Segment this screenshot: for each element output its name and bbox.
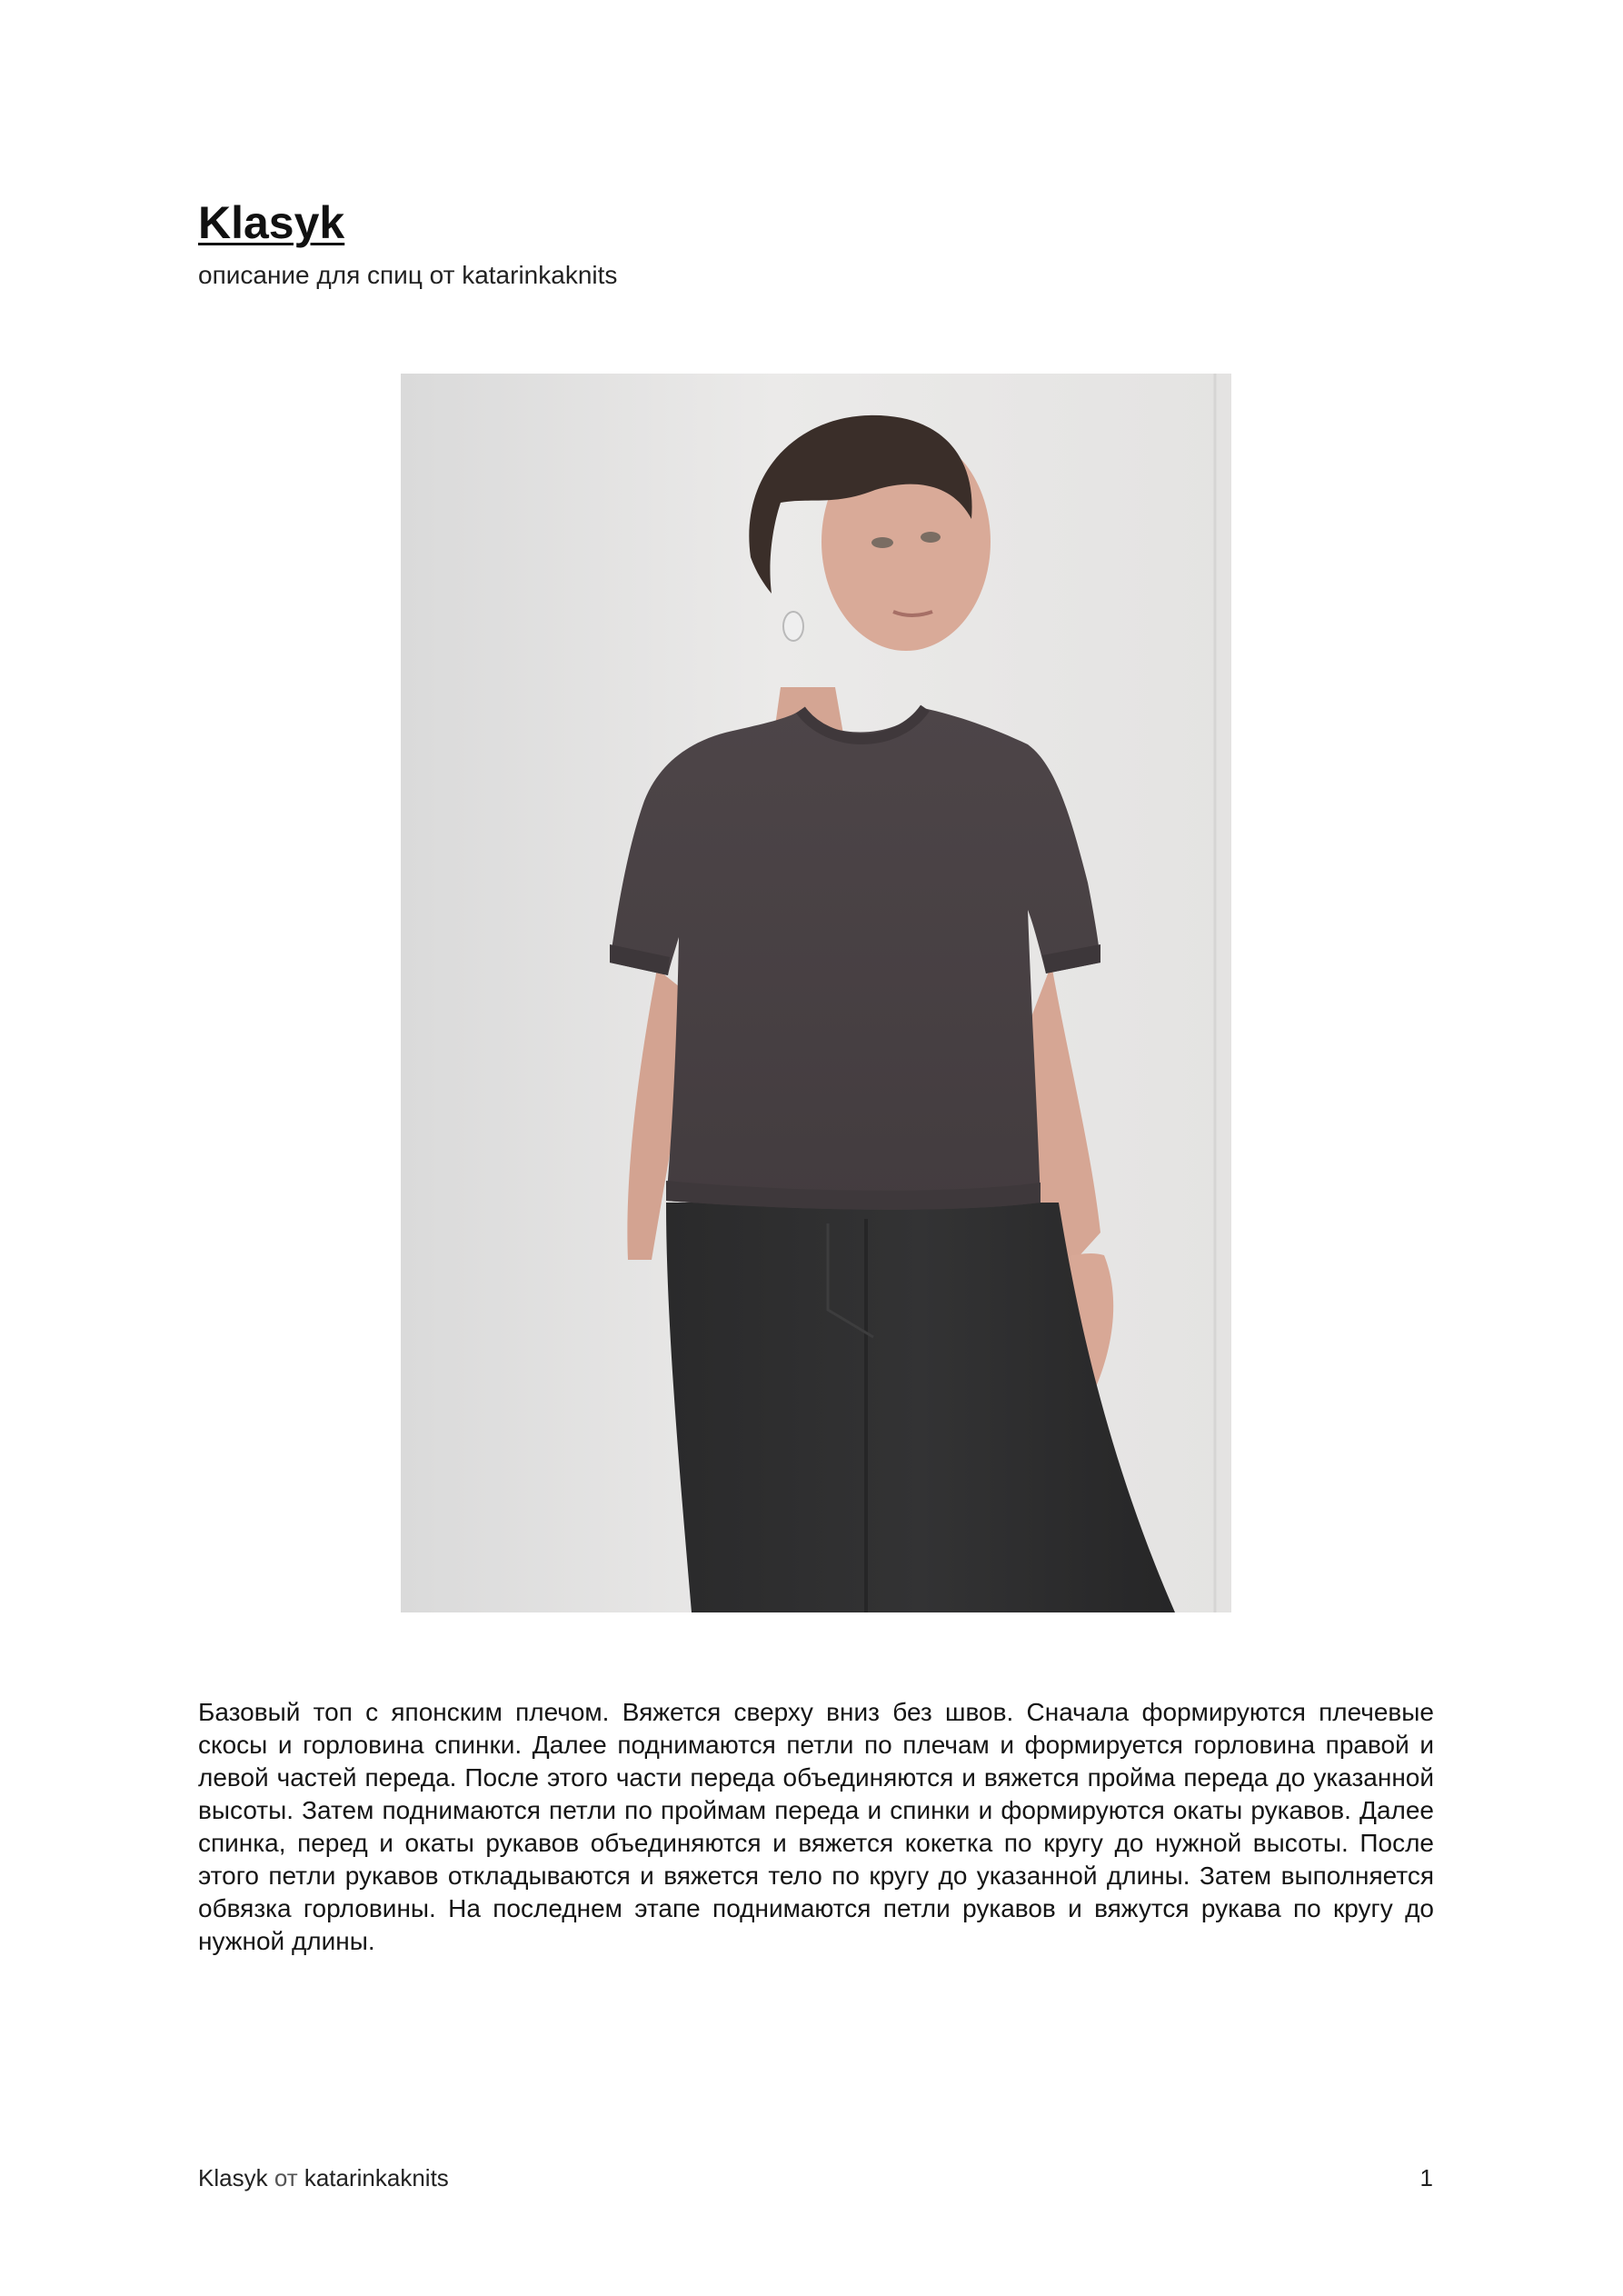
photo-illustration (401, 374, 1231, 1612)
pattern-description: Базовый топ с японским плечом. Вяжется сверху вниз без швов. Сначала формируются плечевые скосы и горловина спинки. Далее поднимаются петли по плечам и формируется горловина правой и левой частей переда. После этого части переда объединяются и вяжется пройма переда до указанной высоты. Затем поднимаются петли по проймам переда и спинки и формируются окаты рукавов. Далее спинка, перед и окаты рукавов объединяются и вяжется кокетка по кругу до нужной высоты. После этого петли рукавов откладываются и вяжется тело по кругу до указанной длины. Затем выполняется обвязка горловины. На последнем этапе поднимаются петли рукавов и вяжутся рукава по кругу до нужной длины. (198, 1698, 1434, 1955)
earring (783, 612, 803, 641)
footer-credit (198, 2164, 449, 2192)
footer-pattern-name: Klasyk (198, 2164, 268, 2191)
model-photo (401, 374, 1231, 1612)
knitted-top (610, 708, 1100, 1210)
pattern-title: Klasyk (198, 197, 345, 248)
footer-by: от (274, 2164, 298, 2191)
pattern-subtitle: описание для спиц от katarinkaknits (198, 261, 618, 289)
page-number: 1 (1419, 2164, 1433, 2191)
footer-author: katarinkaknits (304, 2164, 449, 2191)
